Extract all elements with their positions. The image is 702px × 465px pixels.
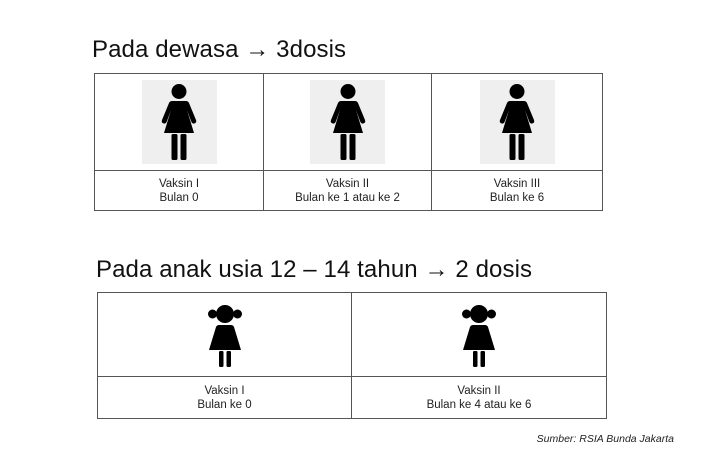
- adult-schedule-heading: Pada dewasa → 3dosis: [92, 36, 347, 63]
- adult-dose-table: [94, 73, 603, 211]
- adult-dose-2-label-cell: [264, 171, 432, 210]
- girl-icon: [205, 302, 245, 368]
- woman-icon: [310, 80, 385, 164]
- dose-name: Vaksin I: [158, 177, 200, 190]
- child-dose-2-icon-cell: [352, 293, 606, 377]
- dose-name: Vaksin I: [204, 384, 245, 397]
- child-dose-2-label-cell: [352, 377, 606, 418]
- child-dose-1-icon-cell: [98, 293, 352, 377]
- dose-timing: Bulan 0: [159, 191, 199, 204]
- dose-timing: Bulan ke 6: [489, 191, 545, 204]
- child-schedule-heading: Pada anak usia 12 – 14 tahun → 2 dosis: [96, 256, 533, 283]
- dose-timing: Bulan ke 1 atau ke 2: [295, 191, 400, 204]
- dose-name: Vaksin II: [325, 177, 370, 190]
- child-dose-table: [97, 292, 607, 419]
- source-credit: Sumber: RSIA Bunda Jakarta: [536, 433, 674, 445]
- dose-timing: Bulan ke 0: [197, 398, 252, 411]
- adult-dose-1-label-cell: [95, 171, 264, 210]
- dose-name: Vaksin II: [457, 384, 501, 397]
- adult-dose-3-icon-cell: [432, 74, 602, 171]
- adult-dose-3-label-cell: [432, 171, 602, 210]
- dose-timing: Bulan ke 4 atau ke 6: [426, 398, 532, 411]
- adult-dose-1-icon-cell: [95, 74, 264, 171]
- dose-name: Vaksin III: [493, 177, 541, 190]
- girl-icon: [459, 302, 499, 368]
- adult-dose-2-icon-cell: [264, 74, 432, 171]
- child-dose-1-label-cell: [98, 377, 352, 418]
- woman-icon: [142, 80, 217, 164]
- woman-icon: [480, 80, 555, 164]
